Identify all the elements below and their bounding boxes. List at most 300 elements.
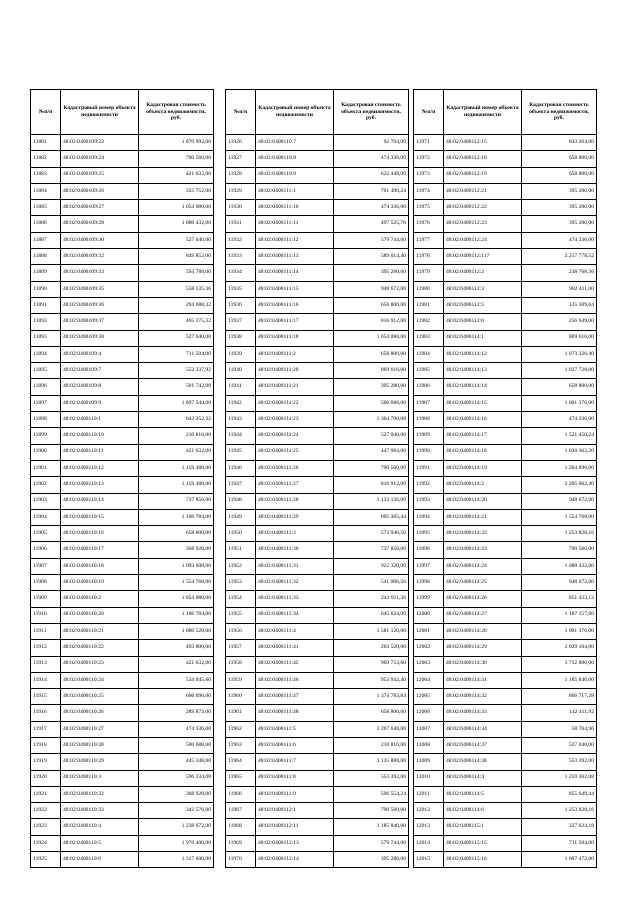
cadastral-value: 849 852,00 <box>139 249 214 265</box>
cadastral-value: 2 217 778,52 <box>522 249 597 265</box>
table-row <box>31 558 214 574</box>
table-row <box>31 737 214 753</box>
cadastral-table-2 <box>225 89 409 868</box>
table-row <box>226 232 409 248</box>
cadastral-number: 48:02:0400112:14 <box>256 852 334 868</box>
row-number: 11966 <box>226 786 256 802</box>
cadastral-number: 48:02:0400110:20 <box>61 607 139 623</box>
row-number: 11881 <box>31 135 61 151</box>
cadastral-value: 790 560,00 <box>334 803 409 819</box>
table-row <box>31 493 214 509</box>
cadastral-value: 643 252,32 <box>139 412 214 428</box>
cadastral-value: 474 336,00 <box>522 232 597 248</box>
cadastral-value: 902 411,00 <box>522 281 597 297</box>
cadastral-number: 48:02:0400114:15 <box>444 395 522 411</box>
row-number: 11903 <box>31 493 61 509</box>
row-number: 11952 <box>226 558 256 574</box>
table-row <box>31 672 214 688</box>
cadastral-value: 658 800,00 <box>522 151 597 167</box>
cadastral-number: 48:02:0400111:21 <box>256 379 334 395</box>
row-number: 12010 <box>414 770 444 786</box>
cadastral-value: 1 253 828,16 <box>522 803 597 819</box>
cadastral-value: 843 264,00 <box>522 135 597 151</box>
cadastral-number: 48:02:0400109:26 <box>61 183 139 199</box>
cadastral-number: 48:02:0400114:37 <box>444 737 522 753</box>
cadastral-value: 445 348,80 <box>139 754 214 770</box>
table-row <box>226 575 409 591</box>
table-row <box>414 395 597 411</box>
cadastral-number: 48:02:0400109:36 <box>61 297 139 313</box>
row-number: 11918 <box>31 737 61 753</box>
cadastral-number: 48:02:0400114:20 <box>444 493 522 509</box>
cadastral-value: 855 649,44 <box>522 786 597 802</box>
table-row <box>414 330 597 346</box>
cadastral-value: 541 006,56 <box>334 575 409 591</box>
cadastral-number: 48:02:0400109:25 <box>61 167 139 183</box>
cadastral-value: 474 336,00 <box>139 721 214 737</box>
cadastral-value: 474 336,00 <box>334 200 409 216</box>
table-row <box>226 167 409 183</box>
cadastral-number: 48:02:0400114:38 <box>444 754 522 770</box>
table-row <box>414 297 597 313</box>
row-number: 11927 <box>226 151 256 167</box>
cadastral-number: 48:02:0400110:5 <box>61 835 139 851</box>
table-row <box>31 591 214 607</box>
cadastral-number: 48:02:0400110:12 <box>61 460 139 476</box>
cadastral-value: 1 001 376,00 <box>522 623 597 639</box>
cadastral-number: 48:02:0400110:22 <box>61 640 139 656</box>
cadastral-number: 48:02:0400114:31 <box>444 672 522 688</box>
cadastral-number: 48:02:0400110:19 <box>61 575 139 591</box>
row-number: 11933 <box>226 249 256 265</box>
cadastral-value: 1 001 376,00 <box>522 395 597 411</box>
cadastral-number: 48:02:0400110:15 <box>61 509 139 525</box>
row-number: 11895 <box>31 363 61 379</box>
row-number: 12015 <box>414 852 444 868</box>
table-row <box>414 721 597 737</box>
cadastral-value: 1 106 784,00 <box>139 509 214 525</box>
cadastral-value: 1 581 120,00 <box>334 623 409 639</box>
cadastral-number: 48:02:0400111:15 <box>256 281 334 297</box>
cadastral-number: 48:02:0400114:23 <box>444 542 522 558</box>
cadastral-value: 866 717,28 <box>522 689 597 705</box>
cadastral-value: 553 392,00 <box>522 754 597 770</box>
cadastral-value: 632 448,00 <box>334 167 409 183</box>
cadastral-number: 48:02:0400111:28 <box>256 493 334 509</box>
table-row <box>31 623 214 639</box>
cadastral-number: 48:02:0400114:4 <box>444 770 522 786</box>
table-row <box>414 689 597 705</box>
row-number: 11987 <box>414 395 444 411</box>
row-number: 11941 <box>226 379 256 395</box>
cadastral-value: 241 911,36 <box>334 591 409 607</box>
table-row <box>414 151 597 167</box>
cadastral-number: 48:02:0400109:8 <box>61 379 139 395</box>
row-number: 11901 <box>31 460 61 476</box>
cadastral-value: 1 238 072,00 <box>139 819 214 835</box>
table-row <box>31 705 214 721</box>
cadastral-number: 48:02:0400114:30 <box>444 656 522 672</box>
table-row <box>226 852 409 868</box>
cadastral-number: 48:02:0400111:8 <box>256 770 334 786</box>
table-row <box>31 721 214 737</box>
cadastral-value: 2 205 662,40 <box>522 477 597 493</box>
cadastral-number: 48:02:0400109:28 <box>61 216 139 232</box>
table-row <box>226 493 409 509</box>
table-row <box>414 135 597 151</box>
row-number: 11965 <box>226 770 256 786</box>
cadastral-number: 48:02:0400112:19 <box>444 167 522 183</box>
row-number: 11954 <box>226 591 256 607</box>
table-row <box>414 444 597 460</box>
cadastral-value: 493 800,00 <box>139 640 214 656</box>
cadastral-value: 395 280,00 <box>334 852 409 868</box>
header-num: №п/п <box>226 90 256 135</box>
table-row <box>414 786 597 802</box>
cadastral-value: 500 688,00 <box>334 395 409 411</box>
cadastral-value: 1 054 080,00 <box>139 200 214 216</box>
row-number: 12001 <box>414 623 444 639</box>
cadastral-number: 48:02:0400114:6 <box>444 803 522 819</box>
table-row <box>414 542 597 558</box>
table-row <box>414 623 597 639</box>
cadastral-value: 1 554 768,00 <box>139 575 214 591</box>
table-row <box>226 412 409 428</box>
table-row <box>226 395 409 411</box>
table-row <box>226 526 409 542</box>
cadastral-value: 596 334,08 <box>139 770 214 786</box>
table-row <box>226 721 409 737</box>
cadastral-value: 645 624,00 <box>334 607 409 623</box>
row-number: 11930 <box>226 200 256 216</box>
table-row <box>31 542 214 558</box>
row-number: 11929 <box>226 183 256 199</box>
row-number: 11926 <box>226 135 256 151</box>
table-body <box>226 135 409 868</box>
cadastral-value: 658 800,00 <box>522 379 597 395</box>
row-number: 11975 <box>414 200 444 216</box>
row-number: 11884 <box>31 183 61 199</box>
cadastral-number: 48:02:0400111:11 <box>256 216 334 232</box>
table-row <box>226 623 409 639</box>
cadastral-number: 48:02:0400111:14 <box>256 265 334 281</box>
cadastral-number: 48:02:0400111:2 <box>256 346 334 362</box>
table-row <box>226 786 409 802</box>
cadastral-number: 48:02:0400110:7 <box>256 135 334 151</box>
cadastral-number: 48:02:0400111:20 <box>256 363 334 379</box>
table-row <box>414 509 597 525</box>
row-number: 11998 <box>414 575 444 591</box>
cadastral-number: 48:02:0400111:41 <box>256 640 334 656</box>
row-number: 11969 <box>226 835 256 851</box>
cadastral-number: 48:02:0400114:1 <box>444 330 522 346</box>
table-row <box>226 216 409 232</box>
cadastral-number: 48:02:0400114:16 <box>444 412 522 428</box>
cadastral-value: 816 912,00 <box>334 314 409 330</box>
cadastral-value: 658 800,00 <box>334 346 409 362</box>
table-row <box>226 509 409 525</box>
header-num: №п/п <box>414 90 444 135</box>
row-number: 12002 <box>414 640 444 656</box>
row-number: 11945 <box>226 444 256 460</box>
row-number: 11938 <box>226 330 256 346</box>
row-number: 12012 <box>414 803 444 819</box>
cadastral-value: 922 320,00 <box>334 558 409 574</box>
table-row <box>31 835 214 851</box>
table-row <box>31 607 214 623</box>
cadastral-number: 48:02:0400110:11 <box>61 444 139 460</box>
cadastral-number: 48:02:0400110:4 <box>61 819 139 835</box>
cadastral-number: 48:02:0400111:47 <box>256 689 334 705</box>
table-row <box>31 395 214 411</box>
row-number: 11999 <box>414 591 444 607</box>
row-number: 11939 <box>226 346 256 362</box>
row-number: 11899 <box>31 428 61 444</box>
cadastral-value: 500 688,00 <box>139 737 214 753</box>
cadastral-number: 48:02:0400112:3 <box>444 281 522 297</box>
cadastral-number: 48:02:0400111:6 <box>256 737 334 753</box>
header-cadastral: Кадастровый номер объекта недвижимости <box>256 90 334 135</box>
row-number: 11905 <box>31 526 61 542</box>
cadastral-value: 606 096,00 <box>139 689 214 705</box>
cadastral-value: 355 752,00 <box>139 183 214 199</box>
cadastral-number: 48:02:0400109:32 <box>61 249 139 265</box>
table-row <box>226 770 409 786</box>
cadastral-value: 737 856,00 <box>139 493 214 509</box>
cadastral-value: 3 135 888,00 <box>334 754 409 770</box>
row-number: 11986 <box>414 379 444 395</box>
cadastral-number: 48:02:0400110:29 <box>61 754 139 770</box>
table-row <box>226 754 409 770</box>
table-row <box>414 852 597 868</box>
cadastral-number: 48:02:0400112:15 <box>444 135 522 151</box>
cadastral-number: 48:02:0400111:48 <box>256 705 334 721</box>
cadastral-value: 1 317 600,00 <box>139 852 214 868</box>
cadastral-value: 1 080 432,00 <box>522 558 597 574</box>
table-row <box>226 477 409 493</box>
cadastral-number: 48:02:0400110:28 <box>61 737 139 753</box>
row-number: 12004 <box>414 672 444 688</box>
cadastral-value: 658 800,00 <box>522 167 597 183</box>
table-row <box>414 835 597 851</box>
cadastral-number: 48:02:0400114:33 <box>444 705 522 721</box>
table-row <box>31 200 214 216</box>
cadastral-value: 263 520,00 <box>334 640 409 656</box>
row-number: 12006 <box>414 705 444 721</box>
header-value: Кадастровая стоимость объекта недвижимости, руб. <box>139 90 214 135</box>
table-row <box>226 363 409 379</box>
table-row <box>31 786 214 802</box>
table-row <box>414 705 597 721</box>
row-number: 11953 <box>226 575 256 591</box>
cadastral-value: 1 073 326,40 <box>522 346 597 362</box>
table-row <box>31 460 214 476</box>
cadastral-number: 48:02:0400111:18 <box>256 330 334 346</box>
cadastral-number: 48:02:0400114:26 <box>444 591 522 607</box>
row-number: 11968 <box>226 819 256 835</box>
cadastral-value: 701 490,24 <box>334 183 409 199</box>
row-number: 11883 <box>31 167 61 183</box>
cadastral-number: 48:02:0400112:5 <box>444 297 522 313</box>
table-row <box>226 183 409 199</box>
cadastral-number: 48:02:0400110:23 <box>61 656 139 672</box>
cadastral-value: 1 054 080,00 <box>334 330 409 346</box>
cadastral-value: 1 106 784,00 <box>139 607 214 623</box>
cadastral-number: 48:02:0400111:25 <box>256 444 334 460</box>
table-row <box>226 330 409 346</box>
cadastral-number: 48:02:0400111:10 <box>256 200 334 216</box>
row-number: 11937 <box>226 314 256 330</box>
header-cadastral: Кадастровый номер объекта недвижимости <box>444 90 522 135</box>
row-number: 11916 <box>31 705 61 721</box>
cadastral-number: 48:02:0400111:33 <box>256 591 334 607</box>
row-number: 11896 <box>31 379 61 395</box>
row-number: 11990 <box>414 444 444 460</box>
row-number: 11958 <box>226 656 256 672</box>
cadastral-number: 48:02:0400114:18 <box>444 444 522 460</box>
cadastral-value: 953 942,40 <box>334 672 409 688</box>
cadastral-value: 368 928,00 <box>139 542 214 558</box>
cadastral-value: 1 027 728,00 <box>522 363 597 379</box>
table-row <box>414 819 597 835</box>
cadastral-value: 421 632,00 <box>139 167 214 183</box>
table-row <box>226 265 409 281</box>
row-number: 11995 <box>414 526 444 542</box>
table-row <box>414 363 597 379</box>
cadastral-number: 48:02:0400114:32 <box>444 689 522 705</box>
cadastral-value: 142 411,92 <box>522 705 597 721</box>
row-number: 11988 <box>414 412 444 428</box>
row-number: 11962 <box>226 721 256 737</box>
cadastral-value: 553 392,00 <box>334 770 409 786</box>
cadastral-value: 594 788,00 <box>139 265 214 281</box>
cadastral-number: 48:02:0400112:11 <box>256 819 334 835</box>
cadastral-value: 1 264 896,00 <box>522 460 597 476</box>
row-number: 11932 <box>226 232 256 248</box>
cadastral-value: 1 185 840,00 <box>522 672 597 688</box>
cadastral-value: 790 560,00 <box>139 151 214 167</box>
row-number: 11897 <box>31 395 61 411</box>
cadastral-number: 48:02:0400110:32 <box>61 786 139 802</box>
row-number: 11944 <box>226 428 256 444</box>
cadastral-number: 48:02:0400110:24 <box>61 672 139 688</box>
table-row <box>31 297 214 313</box>
cadastral-number: 48:02:0400111:3 <box>256 526 334 542</box>
cadastral-value: 527 040,00 <box>139 330 214 346</box>
table-row <box>31 151 214 167</box>
cadastral-number: 48:02:0400114:12 <box>444 346 522 362</box>
row-number: 11887 <box>31 232 61 248</box>
cadastral-number: 48:02:0400112:6 <box>444 314 522 330</box>
row-number: 11922 <box>31 803 61 819</box>
row-number: 11914 <box>31 672 61 688</box>
cadastral-value: 869 616,00 <box>522 330 597 346</box>
cadastral-value: 1 976 400,00 <box>139 835 214 851</box>
table-row <box>31 135 214 151</box>
table-row <box>31 770 214 786</box>
row-number: 11890 <box>31 281 61 297</box>
row-number: 11882 <box>31 151 61 167</box>
row-number: 11989 <box>414 428 444 444</box>
cadastral-value: 790 560,00 <box>522 542 597 558</box>
cadastral-value: 1 364 790,08 <box>334 412 409 428</box>
header-value: Кадастровая стоимость объекта недвижимости, руб. <box>334 90 409 135</box>
cadastral-number: 48:02:0400109:37 <box>61 314 139 330</box>
cadastral-number: 48:02:0400110:26 <box>61 705 139 721</box>
table-row <box>226 200 409 216</box>
table-row <box>414 346 597 362</box>
cadastral-value: 579 744,00 <box>334 835 409 851</box>
row-number: 12005 <box>414 689 444 705</box>
cadastral-number: 48:02:0400114:34 <box>444 721 522 737</box>
row-number: 11972 <box>414 151 444 167</box>
table-row <box>31 852 214 868</box>
row-number: 11892 <box>31 314 61 330</box>
cadastral-number: 48:02:0400110:17 <box>61 542 139 558</box>
cadastral-value: 3 267 648,00 <box>334 721 409 737</box>
table-row <box>31 216 214 232</box>
cadastral-value: 816 912,00 <box>334 477 409 493</box>
cadastral-value: 465 375,32 <box>139 314 214 330</box>
table-row <box>414 770 597 786</box>
cadastral-value: 474 336,00 <box>522 412 597 428</box>
cadastral-value: 969 753,60 <box>334 656 409 672</box>
cadastral-value: 1 554 768,00 <box>522 509 597 525</box>
cadastral-value: 573 946,56 <box>334 526 409 542</box>
cadastral-number: 48:02:0400109:4 <box>61 346 139 362</box>
table-row <box>226 737 409 753</box>
cadastral-number: 48:02:0400109:35 <box>61 281 139 297</box>
row-number: 12008 <box>414 737 444 753</box>
table-row <box>226 135 409 151</box>
row-number: 12007 <box>414 721 444 737</box>
table-row <box>414 607 597 623</box>
table-row <box>226 281 409 297</box>
row-number: 11981 <box>414 297 444 313</box>
table-row <box>414 216 597 232</box>
row-number: 11983 <box>414 330 444 346</box>
row-number: 11923 <box>31 819 61 835</box>
row-number: 11991 <box>414 460 444 476</box>
row-number: 11911 <box>31 623 61 639</box>
cadastral-value: 58 764,96 <box>522 721 597 737</box>
table-row <box>414 477 597 493</box>
row-number: 11894 <box>31 346 61 362</box>
cadastral-value: 605 305,44 <box>334 509 409 525</box>
row-number: 11891 <box>31 297 61 313</box>
row-number: 11959 <box>226 672 256 688</box>
cadastral-number: 48:02:0400112:13 <box>256 835 334 851</box>
table-row <box>31 509 214 525</box>
cadastral-number: 48:02:0400110:16 <box>61 526 139 542</box>
cadastral-value: 527 040,00 <box>522 737 597 753</box>
row-number: 11928 <box>226 167 256 183</box>
table-row <box>414 656 597 672</box>
table-row <box>31 819 214 835</box>
header-value: Кадастровая стоимость объекта недвижимости, руб. <box>522 90 597 135</box>
cadastral-number: 48:02:0400111:16 <box>256 297 334 313</box>
cadastral-value: 948 672,00 <box>522 575 597 591</box>
cadastral-value: 851 433,12 <box>522 591 597 607</box>
row-number: 11931 <box>226 216 256 232</box>
cadastral-value: 1 521 450,24 <box>522 428 597 444</box>
row-number: 11956 <box>226 623 256 639</box>
table-row <box>31 183 214 199</box>
cadastral-value: 447 984,00 <box>334 444 409 460</box>
cadastral-number: 48:02:0400110:2 <box>61 591 139 607</box>
cadastral-number: 48:02:0400111:27 <box>256 477 334 493</box>
cadastral-value: 1 253 828,16 <box>522 526 597 542</box>
